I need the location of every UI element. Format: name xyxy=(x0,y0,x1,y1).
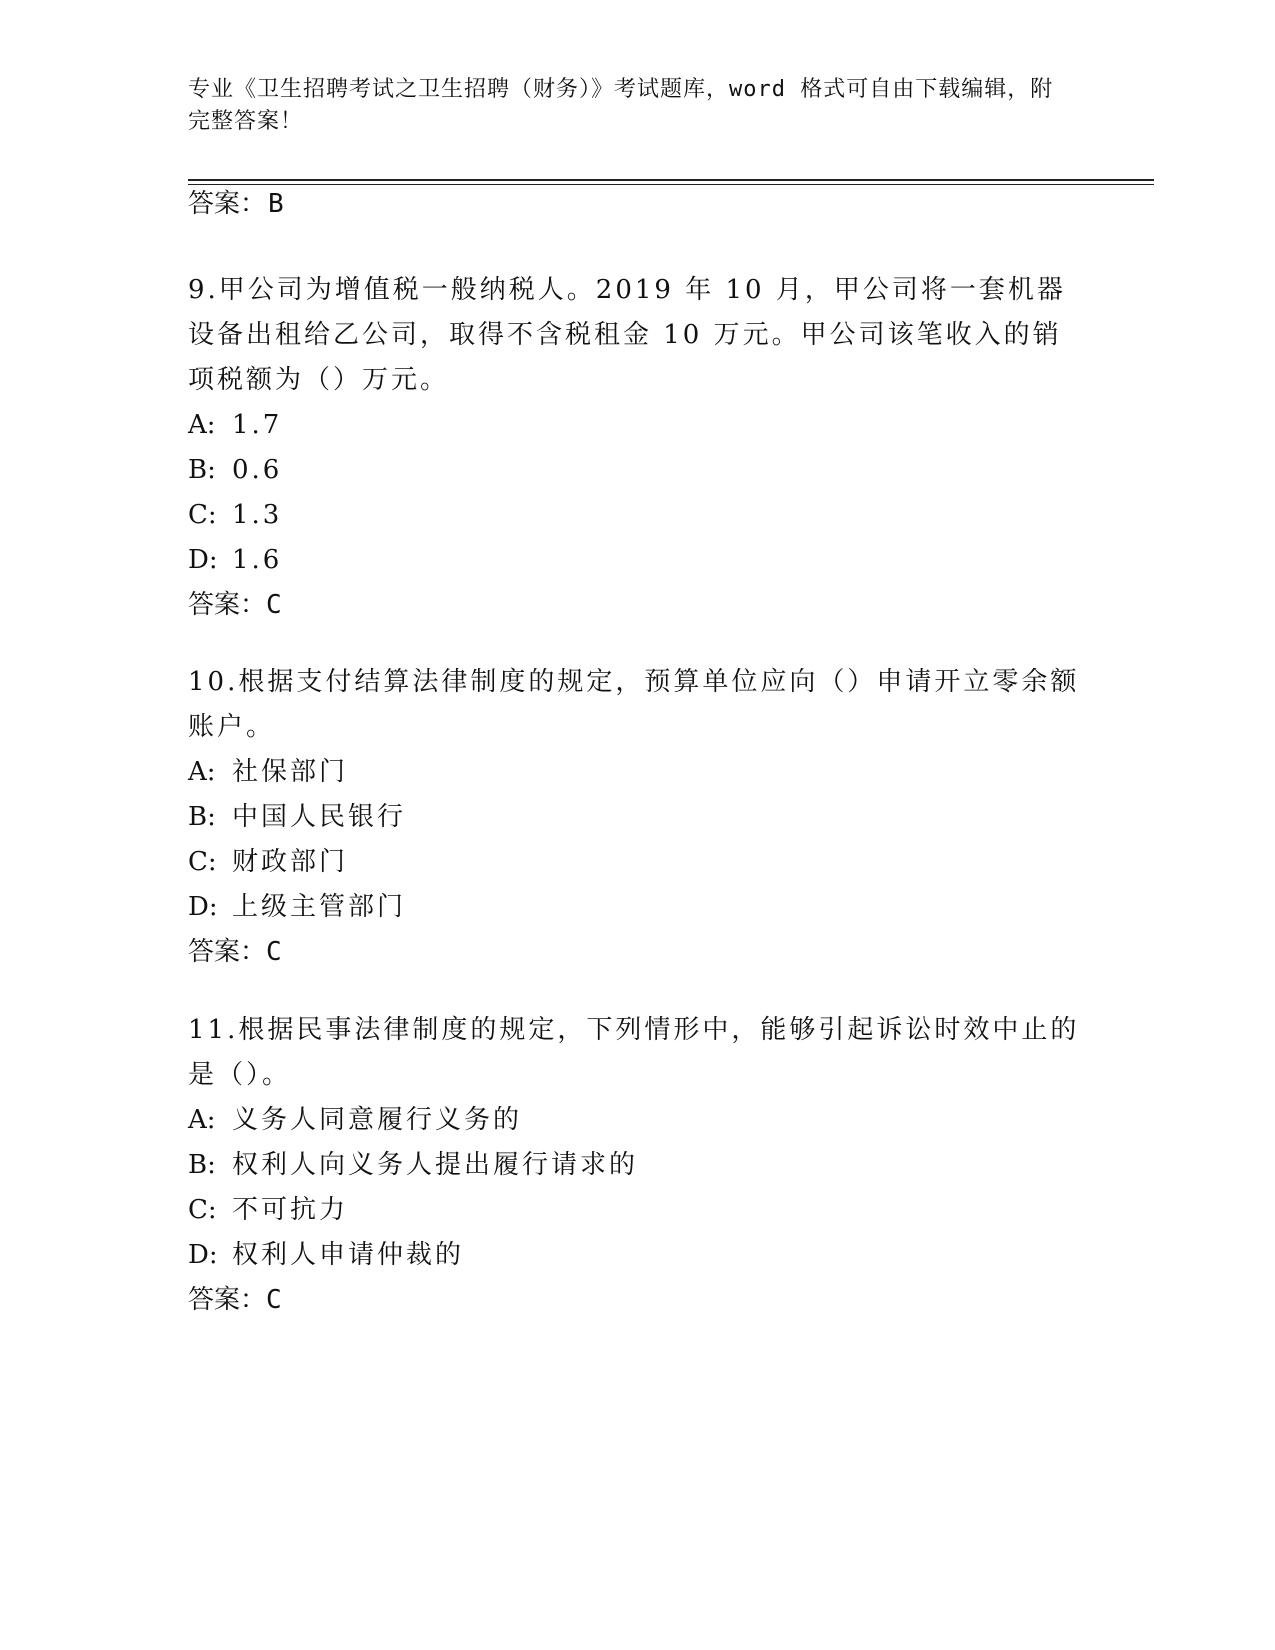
answer-label: 答案： xyxy=(188,1285,267,1315)
answer-label: 答案： xyxy=(188,189,267,219)
option-key: A: xyxy=(188,757,216,787)
question-answer xyxy=(188,930,1088,975)
answer-value: C xyxy=(266,590,282,620)
question-answer xyxy=(188,1278,1088,1323)
option-a xyxy=(188,750,1088,795)
option-d xyxy=(188,885,1088,930)
option-key: C: xyxy=(188,500,217,530)
option-text: 不可抗力 xyxy=(232,1195,349,1225)
question-stem: 11.根据民事法律制度的规定，下列情形中，能够引起诉讼时效中止的是（）。 xyxy=(188,1015,1080,1090)
question-answer xyxy=(188,583,1088,628)
question-10 xyxy=(188,660,1088,975)
option-key: C: xyxy=(188,847,217,877)
option-text: 上级主管部门 xyxy=(232,892,407,922)
option-text: 义务人同意履行义务的 xyxy=(232,1105,523,1135)
option-text: 1.3 xyxy=(232,500,283,530)
previous-answer xyxy=(188,186,284,222)
option-d xyxy=(188,538,1088,583)
option-key: D: xyxy=(188,892,218,922)
document-header: 专业《卫生招聘考试之卫生招聘（财务）》考试题库，word 格式可自由下载编辑，附完整答案！ xyxy=(188,77,1054,134)
answer-value: C xyxy=(266,1285,282,1315)
answer-value: C xyxy=(266,937,282,967)
option-a xyxy=(188,1098,1088,1143)
option-a xyxy=(188,403,1088,448)
option-text: 中国人民银行 xyxy=(232,802,407,832)
option-key: D: xyxy=(188,545,218,575)
option-text: 1.6 xyxy=(232,545,283,575)
answer-label: 答案： xyxy=(188,937,267,967)
option-text: 社保部门 xyxy=(232,757,349,787)
option-text: 权利人向义务人提出履行请求的 xyxy=(232,1150,639,1180)
option-text: 1.7 xyxy=(232,410,283,440)
question-stem: 9.甲公司为增值税一般纳税人。2019 年 10 月，甲公司将一套机器设备出租给乙公司，取得不含税租金 10 万元。甲公司该笔收入的销项税额为（）万元。 xyxy=(188,275,1066,395)
option-c xyxy=(188,840,1088,885)
option-text: 0.6 xyxy=(232,455,283,485)
option-key: C: xyxy=(188,1195,217,1225)
option-b xyxy=(188,448,1088,493)
option-b xyxy=(188,1143,1088,1188)
option-key: B: xyxy=(188,455,216,485)
answer-label: 答案： xyxy=(188,590,267,620)
option-text: 权利人申请仲裁的 xyxy=(232,1240,465,1270)
option-key: A: xyxy=(188,410,216,440)
option-c xyxy=(188,1188,1088,1233)
answer-value: B xyxy=(268,189,284,219)
option-key: B: xyxy=(188,802,216,832)
option-c xyxy=(188,493,1088,538)
option-key: D: xyxy=(188,1240,218,1270)
option-key: A: xyxy=(188,1105,216,1135)
header-divider xyxy=(188,179,1154,185)
option-text: 财政部门 xyxy=(232,847,349,877)
question-11 xyxy=(188,1008,1088,1323)
option-b xyxy=(188,795,1088,840)
option-key: B: xyxy=(188,1150,216,1180)
question-stem: 10.根据支付结算法律制度的规定，预算单位应向（）申请开立零余额账户。 xyxy=(188,667,1080,742)
option-d xyxy=(188,1233,1088,1278)
question-9 xyxy=(188,268,1088,628)
